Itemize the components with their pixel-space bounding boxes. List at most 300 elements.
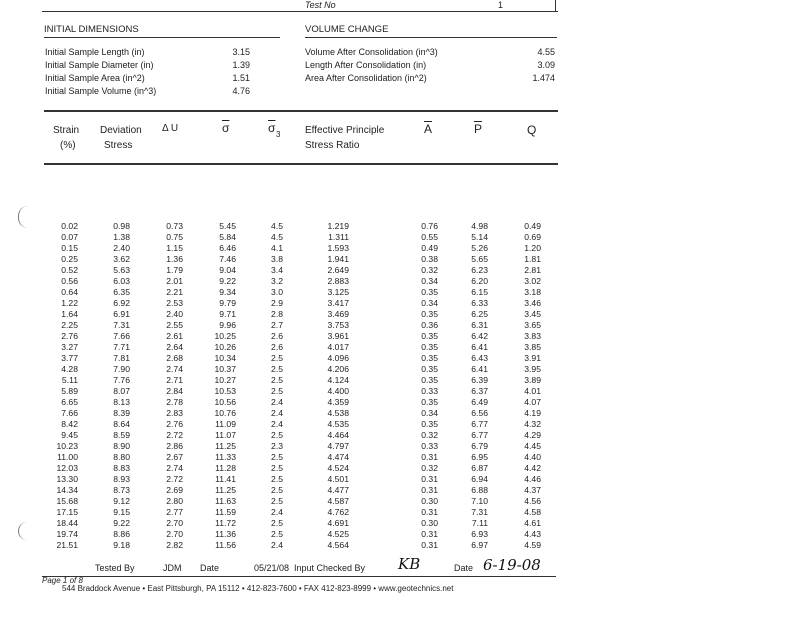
table-cell: 6.79: [471, 441, 488, 451]
table-cell: 5.14: [471, 232, 488, 242]
table-cell: 9.96: [219, 320, 236, 330]
table-cell: 6.41: [471, 364, 488, 374]
table-cell: 2.5: [271, 452, 283, 462]
table-cell: 10.37: [214, 364, 236, 374]
volume-label: Length After Consolidation (in): [305, 60, 427, 70]
table-cell: 4.524: [327, 463, 349, 473]
table-cell: 4.017: [327, 342, 349, 352]
table-cell: 8.64: [113, 419, 130, 429]
table-cell: 4.43: [524, 529, 541, 539]
table-cell: 3.753: [327, 320, 349, 330]
tested-by-label: Tested By: [95, 563, 135, 573]
table-cell: 6.35: [113, 287, 130, 297]
col-sigma3-sub: 3: [276, 130, 281, 139]
table-cell: 6.92: [113, 298, 130, 308]
table-cell: 4.56: [524, 496, 541, 506]
table-cell: 6.15: [471, 287, 488, 297]
table-cell: 2.76: [166, 419, 183, 429]
table-cell: 0.56: [61, 276, 78, 286]
table-cell: 18.44: [56, 518, 78, 528]
table-cell: 0.35: [421, 397, 438, 407]
table-cell: 2.72: [166, 430, 183, 440]
table-cell: 0.33: [421, 441, 438, 451]
table-cell: 5.63: [113, 265, 130, 275]
col-strain: Strain: [53, 125, 80, 136]
table-cell: 7.11: [471, 518, 488, 528]
table-cell: 11.36: [215, 529, 236, 539]
table-cell: 2.9: [271, 298, 283, 308]
table-cell: 1.311: [328, 232, 349, 242]
table-cell: 4.1: [271, 243, 283, 253]
table-cell: 6.88: [471, 485, 488, 495]
table-cell: 10.25: [214, 331, 236, 341]
table-cell: 3.18: [524, 287, 541, 297]
table-cell: 4.01: [524, 386, 541, 396]
table-cell: 7.10: [471, 496, 488, 506]
table-cell: 8.93: [113, 474, 130, 484]
table-cell: 2.21: [166, 287, 183, 297]
table-cell: 6.93: [471, 529, 488, 539]
table-cell: 3.62: [113, 254, 130, 264]
table-cell: 2.5: [271, 518, 283, 528]
table-cell: 2.74: [166, 463, 183, 473]
table-cell: 11.59: [215, 507, 236, 517]
table-cell: 2.4: [271, 540, 283, 550]
table-cell: 9.22: [113, 518, 130, 528]
table-cell: 0.35: [421, 309, 438, 319]
table-cell: 2.40: [166, 309, 183, 319]
table-cell: 3.91: [524, 353, 541, 363]
table-cell: 2.67: [166, 452, 183, 462]
initial-value: 1.39: [232, 60, 250, 70]
table-cell: 10.56: [214, 397, 236, 407]
initial-value: 4.76: [232, 86, 250, 96]
table-cell: 2.82: [166, 540, 183, 550]
initial-label: Initial Sample Volume (in^3): [45, 86, 157, 96]
table-cell: 6.46: [219, 243, 236, 253]
table-cell: 4.19: [524, 408, 541, 418]
table-cell: 0.31: [421, 507, 438, 517]
table-cell: 4.400: [327, 386, 349, 396]
table-cell: 4.564: [327, 540, 349, 550]
table-cell: 9.04: [219, 265, 236, 275]
table-cell: 10.23: [56, 441, 78, 451]
table-cell: 10.26: [214, 342, 236, 352]
table-cell: 6.77: [471, 419, 488, 429]
col-q: Q: [527, 123, 537, 137]
table-cell: 1.22: [61, 298, 78, 308]
table-cell: 8.86: [113, 529, 130, 539]
table-cell: 6.87: [471, 463, 488, 473]
table-cell: 2.74: [166, 364, 183, 374]
table-cell: 2.5: [271, 474, 283, 484]
checked-by-signature: KB: [398, 555, 421, 573]
table-cell: 0.35: [421, 419, 438, 429]
table-cell: 4.42: [524, 463, 541, 473]
table-cell: 1.219: [327, 221, 349, 231]
table-cell: 0.31: [421, 485, 438, 495]
table-cell: 0.55: [421, 232, 438, 242]
table-cell: 5.11: [61, 375, 78, 385]
table-cell: 5.45: [219, 221, 236, 231]
table-cell: 11.41: [215, 474, 236, 484]
table-cell: 0.15: [61, 243, 78, 253]
table-cell: 2.01: [166, 276, 183, 286]
col-deviator-2: Stress: [104, 140, 133, 151]
table-cell: 0.49: [524, 221, 541, 231]
table-cell: 2.4: [271, 408, 283, 418]
table-cell: 8.07: [113, 386, 130, 396]
table-cell: 4.45: [524, 441, 541, 451]
col-sigma3: $\overline{\sigma}$: [268, 121, 276, 135]
table-cell: 2.80: [166, 496, 183, 506]
table-cell: 2.77: [166, 507, 183, 517]
table-cell: 10.34: [214, 353, 236, 363]
table-cell: 4.501: [327, 474, 349, 484]
table-cell: 2.5: [271, 496, 283, 506]
table-cell: 2.7: [271, 320, 283, 330]
col-delta-u: Δ U: [162, 123, 179, 134]
initial-value: 3.15: [232, 47, 250, 57]
table-cell: 0.30: [421, 518, 438, 528]
table-cell: 7.66: [61, 408, 78, 418]
table-cell: 2.883: [327, 276, 349, 286]
table-cell: 3.8: [271, 254, 283, 264]
table-cell: 1.20: [524, 243, 541, 253]
table-cell: 2.55: [166, 320, 183, 330]
table-cell: 0.34: [421, 408, 438, 418]
page-number: Page 1 of 8: [42, 576, 83, 585]
table-cell: 2.72: [166, 474, 183, 484]
volume-label: Volume After Consolidation (in^3): [305, 47, 438, 57]
table-cell: 6.33: [471, 298, 488, 308]
table-cell: 3.02: [524, 276, 541, 286]
table-cell: 2.68: [166, 353, 183, 363]
table-cell: 6.65: [61, 397, 78, 407]
table-cell: 2.71: [166, 375, 183, 385]
table-cell: 2.5: [271, 463, 283, 473]
table-cell: 3.95: [524, 364, 541, 374]
table-cell: 5.89: [61, 386, 78, 396]
table-cell: 0.98: [113, 221, 130, 231]
table-cell: 0.36: [421, 320, 438, 330]
table-cell: 6.20: [471, 276, 488, 286]
table-cell: 0.35: [421, 353, 438, 363]
table-cell: 11.25: [215, 441, 236, 451]
table-cell: 2.81: [524, 265, 541, 275]
table-cell: 4.464: [327, 430, 349, 440]
table-cell: 0.35: [421, 364, 438, 374]
table-cell: 6.49: [471, 397, 488, 407]
table-cell: 2.4: [271, 397, 283, 407]
table-cell: 0.31: [421, 529, 438, 539]
table-cell: 1.81: [524, 254, 541, 264]
table-cell: 3.961: [327, 331, 349, 341]
table-cell: 7.31: [113, 320, 130, 330]
table-cell: 6.91: [113, 309, 130, 319]
table-cell: 3.4: [271, 265, 283, 275]
table-cell: 11.72: [215, 518, 236, 528]
table-cell: 2.5: [271, 485, 283, 495]
table-cell: 0.33: [421, 386, 438, 396]
table-cell: 6.97: [471, 540, 488, 550]
table-cell: 4.124: [327, 375, 349, 385]
col-sigma1: $\overline{\sigma}$: [222, 121, 230, 135]
table-cell: 14.34: [56, 485, 78, 495]
table-cell: 0.49: [421, 243, 438, 253]
table-cell: 10.76: [214, 408, 236, 418]
test-no-value: 1: [498, 0, 504, 10]
table-cell: 5.84: [219, 232, 236, 242]
table-cell: 7.46: [219, 254, 236, 264]
table-cell: 6.03: [113, 276, 130, 286]
table-cell: 4.28: [61, 364, 78, 374]
table-cell: 0.30: [421, 496, 438, 506]
table-cell: 2.5: [271, 529, 283, 539]
table-cell: 6.56: [471, 408, 488, 418]
table-cell: 9.12: [113, 496, 130, 506]
table-cell: 8.59: [113, 430, 130, 440]
header-divider: [555, 0, 556, 12]
table-cell: 0.31: [421, 540, 438, 550]
table-cell: 4.98: [471, 221, 488, 231]
table-cell: 8.42: [61, 419, 78, 429]
table-cell: 17.15: [56, 507, 78, 517]
date2-signature: 6-19-08: [483, 556, 541, 574]
initial-label: Initial Sample Length (in): [45, 47, 145, 57]
table-cell: 2.6: [271, 331, 283, 341]
table-cell: 1.38: [113, 232, 130, 242]
table-cell: 10.27: [214, 375, 236, 385]
table-cell: 0.32: [421, 430, 438, 440]
table-cell: 8.83: [113, 463, 130, 473]
table-cell: 3.89: [524, 375, 541, 385]
table-cell: 9.71: [219, 309, 236, 319]
table-cell: 4.61: [524, 518, 541, 528]
initial-value: 1.51: [232, 73, 250, 83]
table-cell: 0.32: [421, 265, 438, 275]
table-cell: 0.35: [421, 342, 438, 352]
volume-value: 4.55: [537, 47, 555, 57]
table-cell: 4.477: [327, 485, 349, 495]
table-cell: 8.90: [113, 441, 130, 451]
table-cell: 9.34: [219, 287, 236, 297]
table-cell: 4.538: [327, 408, 349, 418]
table-cell: 2.76: [61, 331, 78, 341]
table-cell: 2.8: [271, 309, 283, 319]
table-cell: 3.77: [61, 353, 78, 363]
table-cell: 4.58: [524, 507, 541, 517]
table-cell: 0.31: [421, 452, 438, 462]
table-cell: 2.5: [271, 386, 283, 396]
table-cell: 6.43: [471, 353, 488, 363]
tested-by-value: JDM: [163, 563, 182, 573]
table-cell: 6.42: [471, 331, 488, 341]
table-cell: 2.4: [271, 419, 283, 429]
table-cell: 3.83: [524, 331, 541, 341]
table-cell: 3.27: [61, 342, 78, 352]
table-cell: 6.39: [471, 375, 488, 385]
table-cell: 0.07: [61, 232, 78, 242]
col-p: $\overline{P}$: [474, 122, 483, 136]
table-cell: 0.38: [421, 254, 438, 264]
table-cell: 8.73: [113, 485, 130, 495]
table-cell: 11.00: [57, 452, 78, 462]
volume-value: 3.09: [537, 60, 555, 70]
table-cell: 4.5: [271, 221, 283, 231]
table-cell: 4.07: [524, 397, 541, 407]
table-cell: 4.37: [524, 485, 541, 495]
table-cell: 4.40: [524, 452, 541, 462]
table-cell: 8.80: [113, 452, 130, 462]
table-cell: 4.797: [327, 441, 349, 451]
table-cell: 1.36: [166, 254, 183, 264]
table-cell: 4.206: [327, 364, 349, 374]
table-cell: 3.45: [524, 309, 541, 319]
table-cell: 10.53: [214, 386, 236, 396]
company-address: 544 Braddock Avenue • East Pittsburgh, PA 15112 • 412-823-7600 • FAX 412-823-8999 • www.geotechnics.net: [62, 584, 454, 593]
table-cell: 12.03: [56, 463, 78, 473]
table-cell: 4.32: [524, 419, 541, 429]
table-cell: 2.64: [166, 342, 183, 352]
table-cell: 2.70: [166, 529, 183, 539]
table-cell: 1.79: [166, 265, 183, 275]
table-cell: 8.13: [113, 397, 130, 407]
table-cell: 2.3: [271, 441, 283, 451]
table-cell: 0.34: [421, 276, 438, 286]
table-cell: 2.83: [166, 408, 183, 418]
date2-label: Date: [454, 563, 474, 573]
table-cell: 3.65: [524, 320, 541, 330]
table-cell: 3.46: [524, 298, 541, 308]
table-cell: 6.23: [471, 265, 488, 275]
table-cell: 4.46: [524, 474, 541, 484]
table-cell: 2.69: [166, 485, 183, 495]
table-cell: 0.35: [421, 287, 438, 297]
table-cell: 6.31: [471, 320, 488, 330]
col-a: $\overline{A}$: [424, 122, 433, 136]
table-cell: 15.68: [56, 496, 78, 506]
table-cell: 11.56: [215, 540, 236, 550]
table-cell: 0.64: [61, 287, 78, 297]
volume-label: Area After Consolidation (in^2): [305, 73, 427, 83]
col-strain-unit: (%): [60, 140, 76, 151]
table-cell: 9.18: [113, 540, 130, 550]
table-cell: 2.53: [166, 298, 183, 308]
table-cell: 5.26: [471, 243, 488, 253]
table-cell: 0.76: [421, 221, 438, 231]
table-cell: 2.40: [113, 243, 130, 253]
table-cell: 0.52: [61, 265, 78, 275]
date-value: 05/21/08: [254, 563, 290, 573]
punch-mark: [18, 522, 31, 540]
table-cell: 2.5: [271, 430, 283, 440]
table-cell: 0.34: [421, 298, 438, 308]
table-cell: 11.07: [215, 430, 236, 440]
table-cell: 4.691: [327, 518, 349, 528]
table-cell: 0.35: [421, 375, 438, 385]
table-cell: 3.125: [327, 287, 349, 297]
checked-by-label: Input Checked By: [294, 563, 366, 573]
table-cell: 2.61: [166, 331, 183, 341]
table-cell: 8.39: [113, 408, 130, 418]
table-cell: 7.71: [113, 342, 130, 352]
table-cell: 0.32: [421, 463, 438, 473]
table-cell: 5.65: [471, 254, 488, 264]
table-cell: 2.25: [61, 320, 78, 330]
table-cell: 7.90: [113, 364, 130, 374]
initial-label: Initial Sample Area (in^2): [45, 73, 145, 83]
table-cell: 2.649: [327, 265, 349, 275]
table-cell: 3.2: [271, 276, 283, 286]
table-cell: 21.51: [56, 540, 78, 550]
table-cell: 9.79: [219, 298, 236, 308]
table-cell: 2.6: [271, 342, 283, 352]
table-cell: 4.587: [327, 496, 349, 506]
table-cell: 3.0: [271, 287, 283, 297]
table-cell: 2.86: [166, 441, 183, 451]
test-no-label: Test No: [305, 0, 336, 10]
table-cell: 7.66: [113, 331, 130, 341]
punch-mark: [18, 206, 31, 228]
table-cell: 3.85: [524, 342, 541, 352]
table-cell: 11.25: [215, 485, 236, 495]
table-cell: 2.70: [166, 518, 183, 528]
table-cell: 3.469: [327, 309, 349, 319]
table-cell: 4.29: [524, 430, 541, 440]
table-cell: 2.5: [271, 364, 283, 374]
table-cell: 1.15: [166, 243, 183, 253]
table-cell: 1.64: [61, 309, 78, 319]
table-cell: 1.593: [327, 243, 349, 253]
table-cell: 0.35: [421, 331, 438, 341]
table-cell: 2.5: [271, 375, 283, 385]
table-cell: 1.941: [327, 254, 349, 264]
table-cell: 11.33: [215, 452, 236, 462]
table-cell: 4.359: [327, 397, 349, 407]
table-cell: 4.5: [271, 232, 283, 242]
table-cell: 11.28: [215, 463, 236, 473]
table-cell: 2.84: [166, 386, 183, 396]
table-cell: 19.74: [56, 529, 78, 539]
table-cell: 6.77: [471, 430, 488, 440]
table-cell: 0.25: [61, 254, 78, 264]
table-cell: 0.31: [421, 474, 438, 484]
table-cell: 9.45: [61, 430, 78, 440]
table-cell: 0.02: [61, 221, 78, 231]
table-cell: 3.417: [327, 298, 349, 308]
volume-value: 1.474: [532, 73, 555, 83]
table-cell: 4.096: [327, 353, 349, 363]
volume-change-title: VOLUME CHANGE: [305, 24, 389, 35]
table-cell: 11.09: [215, 419, 236, 429]
initial-dimensions-title: INITIAL DIMENSIONS: [44, 24, 139, 35]
table-cell: 4.762: [327, 507, 349, 517]
table-cell: 6.95: [471, 452, 488, 462]
table-cell: 4.525: [327, 529, 349, 539]
col-ratio: Effective Principle: [305, 125, 385, 136]
table-cell: 6.25: [471, 309, 488, 319]
table-cell: 7.76: [113, 375, 130, 385]
table-cell: 6.37: [471, 386, 488, 396]
table-cell: 6.41: [471, 342, 488, 352]
table-cell: 4.59: [524, 540, 541, 550]
table-cell: 9.22: [219, 276, 236, 286]
table-cell: 13.30: [56, 474, 78, 484]
col-ratio-2: Stress Ratio: [305, 140, 360, 151]
table-cell: 0.75: [166, 232, 183, 242]
table-cell: 11.63: [215, 496, 236, 506]
